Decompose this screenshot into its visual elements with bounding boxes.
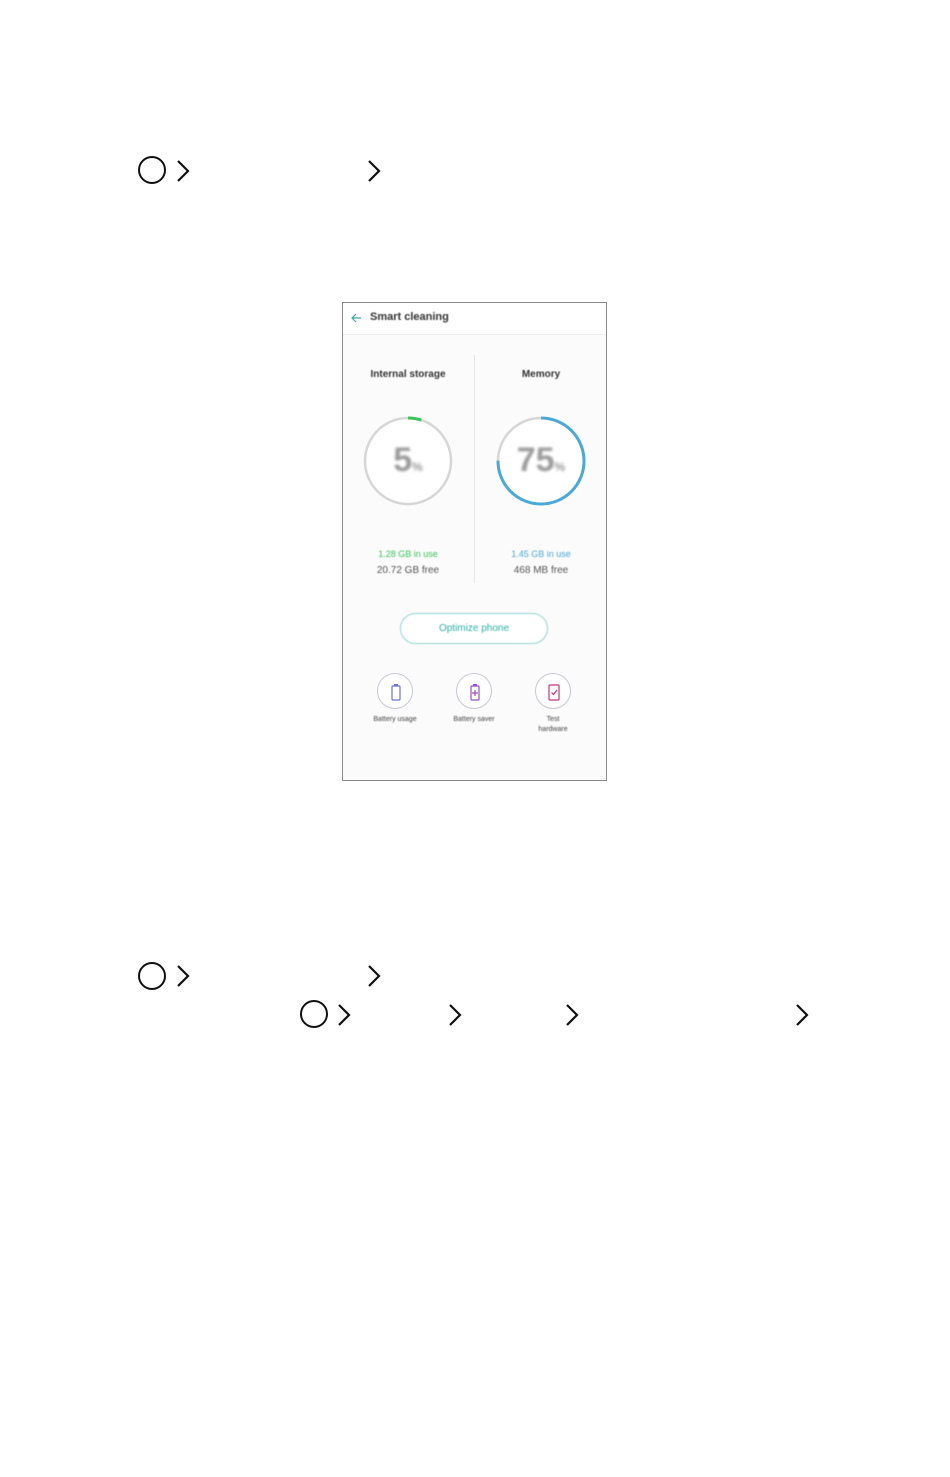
screen-title: Smart cleaning [370, 311, 449, 323]
back-arrow-icon[interactable] [350, 312, 362, 324]
test-hardware-tool[interactable] [523, 673, 583, 735]
memory-title: Memory [521, 369, 561, 380]
chevron-right-icon [337, 1003, 351, 1027]
chevron-right-icon [176, 159, 190, 183]
tool-label: Battery usage [373, 716, 417, 723]
storage-in-use: 1.28 GB in use [378, 549, 438, 559]
chevron-right-icon [448, 1003, 462, 1027]
chevron-right-icon [176, 964, 190, 988]
app-bar [343, 303, 606, 335]
battery-saver-tool[interactable] [444, 673, 504, 725]
memory-percent: 75% [516, 441, 566, 479]
battery-icon [377, 673, 413, 709]
home-button-icon [300, 1000, 328, 1028]
phone-check-icon [535, 673, 571, 709]
tool-label: Battery saver [453, 716, 495, 723]
memory-in-use: 1.45 GB in use [511, 549, 571, 559]
storage-percent: 5% [393, 441, 423, 479]
home-button-icon [138, 156, 166, 184]
memory-free: 468 MB free [513, 565, 569, 576]
battery-plus-icon [456, 673, 492, 709]
storage-free: 20.72 GB free [376, 565, 440, 576]
chevron-right-icon [565, 1003, 579, 1027]
storage-title: Internal storage [370, 369, 446, 380]
column-divider [474, 355, 475, 583]
battery-usage-tool[interactable] [365, 673, 425, 725]
tool-label: Test hardware [538, 716, 568, 733]
chevron-right-icon [367, 964, 381, 988]
smart-cleaning-screen [342, 302, 607, 781]
home-button-icon [138, 962, 166, 990]
optimize-phone-button[interactable]: Optimize phone [400, 613, 548, 644]
chevron-right-icon [795, 1003, 809, 1027]
chevron-right-icon [367, 159, 381, 183]
